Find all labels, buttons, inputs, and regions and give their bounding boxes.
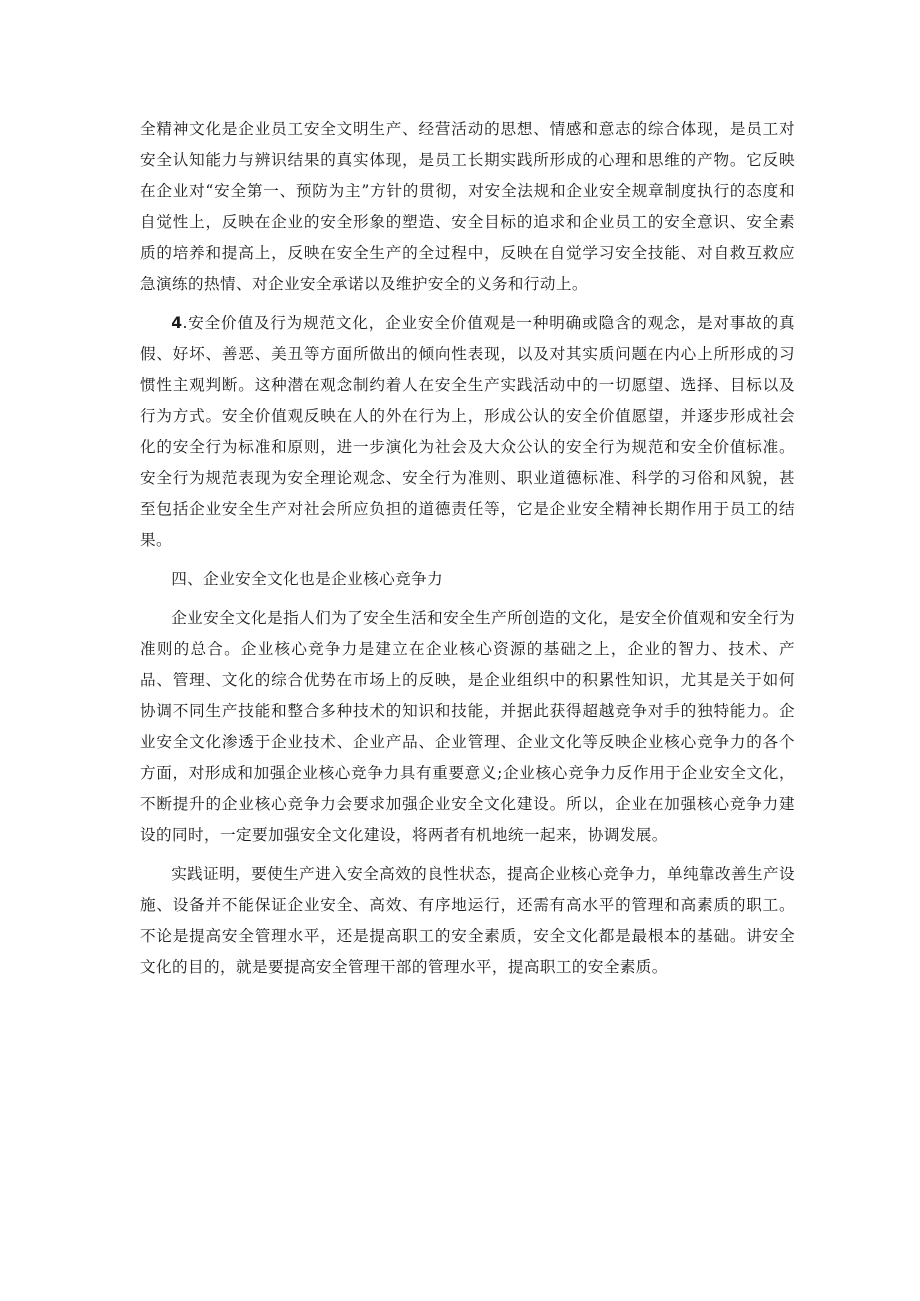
paragraph-text: 全精神文化是企业员工安全文明生产、经营活动的思想、情感和意志的综合体现，是员工对安全认知能力与辨识结果的真实体现，是员工长期实践所形成的心理和思维的产物。它反映在企业对“安全第一、预防为主”方针的贯彻，对安全法规和企业安全规章制度执行的态度和自觉性上，反映在企业的安全形象的塑造、安全目标的追求和企业员工的安全意识、安全素质的培养和提高上，反映在安全生产的全过程中，反映在自觉学习安全技能、对自救互救应急演练的热情、对企业安全承诺以及维护安全的义务和行动上。 bbox=[140, 120, 795, 293]
paragraph-text: 企业安全文化是指人们为了安全生活和安全生产所创造的文化，是安全价值观和安全行为准则的总合。企业核心竞争力是建立在企业核心资源的基础之上，企业的智力、技术、产品、管理、文化的综合优势在市场上的反映，是企业组织中的积累性知识，尤其是关于如何协调不同生产技能和整合多种技术的知识和技能，并据此获得超越竞争对手的独特能力。企业安全文化渗透于企业技术、企业产品、企业管理、企业文化等反映企业核心竞争力的各个方面，对形成和加强企业核心竞争力具有重要意义;企业核心竞争力反作用于企业安全文化，不断提升的企业核心竞争力会要求加强企业安全文化建设。所以，企业在加强核心竞争力建设的同时，一定要加强安全文化建设，将两者有机地统一起来，协调发展。 bbox=[140, 609, 795, 844]
paragraph-practice-proves bbox=[140, 859, 795, 983]
document-body bbox=[140, 114, 795, 991]
paragraph-safety-spirit-culture bbox=[140, 114, 795, 300]
paragraph-safety-value-culture bbox=[140, 308, 795, 556]
list-number: 4 bbox=[171, 314, 183, 332]
heading-text: 四、企业安全文化也是企业核心竞争力 bbox=[171, 570, 444, 588]
paragraph-text: .安全价值及行为规范文化，企业安全价值观是一种明确或隐含的观念，是对事故的真假、好坏、善恶、美丑等方面所做出的倾向性表现，以及对其实质问题在内心上所形成的习惯性主观判断。这种潜在观念制约着人在安全生产实践活动中的一切愿望、选择、目标以及行为方式。安全价值观反映在人的外在行为上，形成公认的安全价值愿望，并逐步形成社会化的安全行为标准和原则，进一步演化为社会及大众公认的安全行为规范和安全价值标准。安全行为规范表现为安全理论观念、安全行为准则、职业道德标准、科学的习俗和风貌，甚至包括企业安全生产对社会所应负担的道德责任等，它是企业安全精神长期作用于员工的结果。 bbox=[140, 314, 795, 549]
paragraph-text: 实践证明，要使生产进入安全高效的良性状态，提高企业核心竞争力，单纯靠改善生产设施、设备并不能保证企业安全、高效、有序地运行，还需有高水平的管理和高素质的职工。不论是提高安全管理水平，还是提高职工的安全素质，安全文化都是最根本的基础。讲安全文化的目的，就是要提高安全管理干部的管理水平，提高职工的安全素质。 bbox=[140, 865, 795, 976]
section-heading-core-competitiveness bbox=[140, 564, 795, 595]
paragraph-safety-culture-definition bbox=[140, 603, 795, 851]
